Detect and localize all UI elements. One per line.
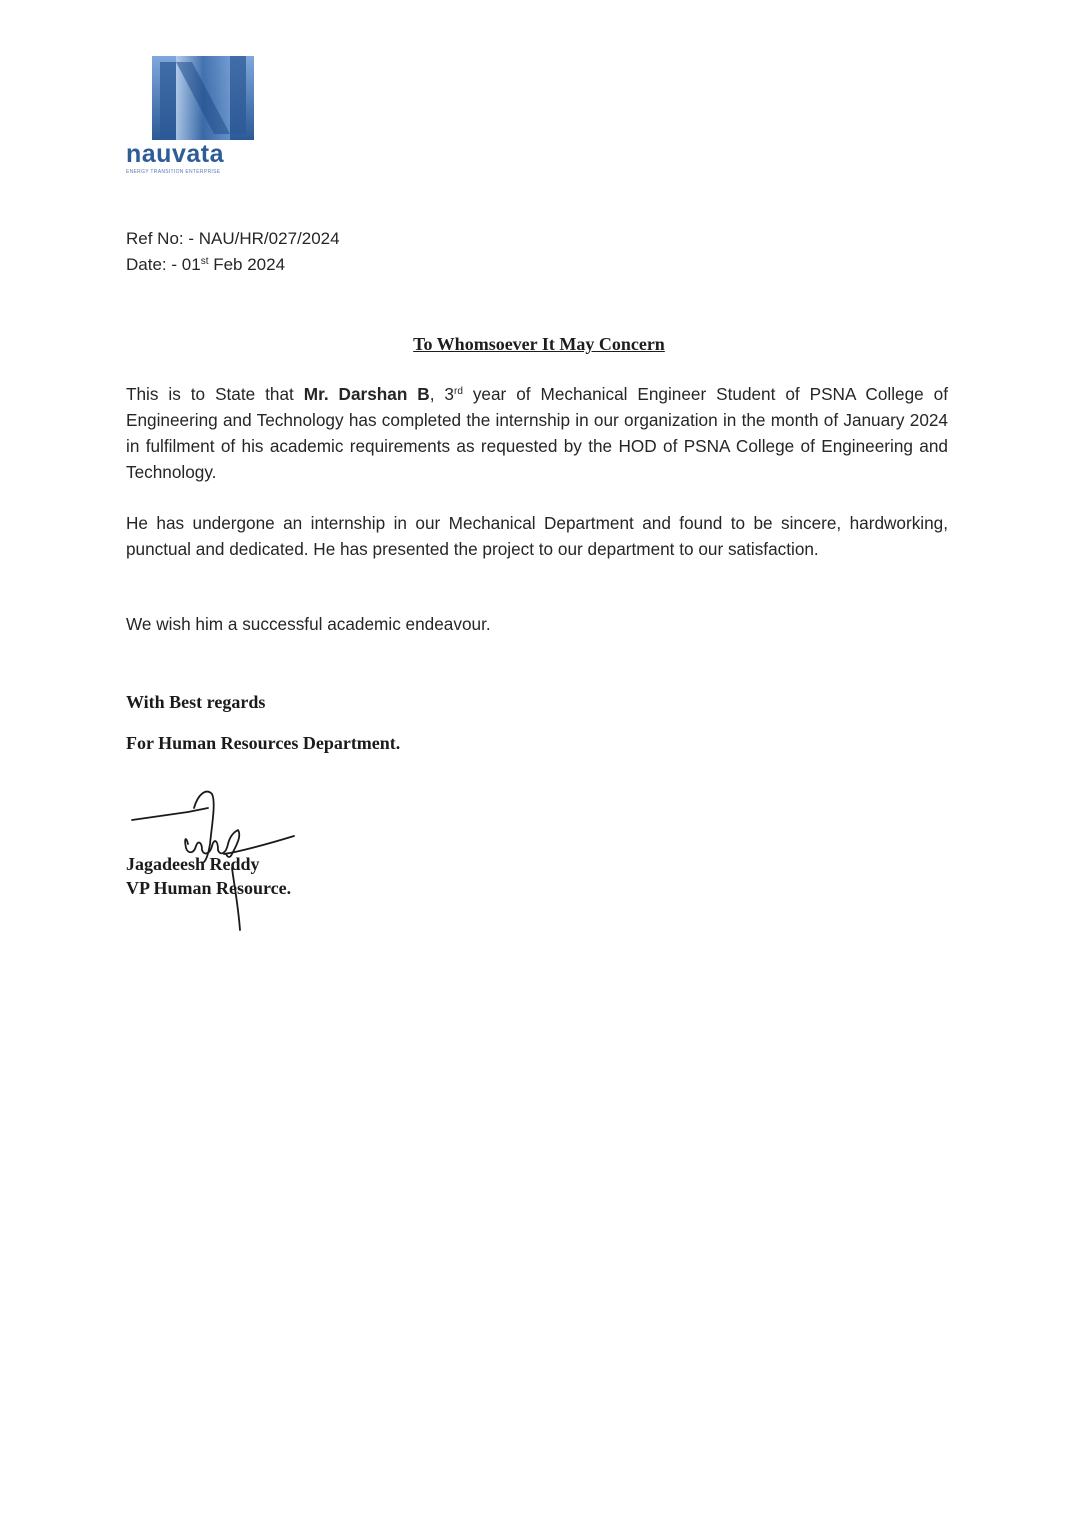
date-line [126,252,340,278]
date-suffix: st [200,256,209,267]
paragraph-2: He has undergone an internship in our Mechanical Department and found to be sincere, hardworking, punctual and dedicated. He has presented the project to our department to our satisfaction. [126,513,948,559]
signer-name: Jagadeesh Reddy [126,854,260,874]
year-suffix: rd [453,386,463,397]
date-rest: Feb 2024 [213,255,286,274]
ref-number: NAU/HR/027/2024 [198,229,340,248]
p1-after-name: , 3 [429,384,454,404]
p1-intro: This is to State that [126,384,304,404]
p1-rest: year of Mechanical Engineer Student of PSNA College of Engineering and Technology has completed the internship in our organization in the month of January 2024 in fulfilment of his academic requirements as requested by the HOD of PSNA College of Engineering and Technology. [126,384,948,482]
date-day: 01 [181,255,201,274]
ref-line [126,226,340,252]
student-name: Mr. Darshan B [303,384,430,404]
logo-n-icon [152,56,254,140]
logo-tagline: ENERGY TRANSITION ENTERPRISE [126,169,221,175]
subject-heading: To Whomsoever It May Concern [413,334,665,354]
letter-subject [0,334,1078,355]
signer-title: VP Human Resource. [126,878,292,898]
company-logo [126,56,261,178]
letter-meta [126,226,340,278]
paragraph-1 [126,381,948,485]
closing-regards: With Best regards [126,692,266,712]
logo-wordmark: nauvata [126,140,224,168]
date-label: Date: - [126,255,178,274]
ref-label: Ref No: - [126,229,195,248]
closing-department: For Human Resources Department. [126,733,401,753]
paragraph-3: We wish him a successful academic endeavour. [126,614,491,634]
